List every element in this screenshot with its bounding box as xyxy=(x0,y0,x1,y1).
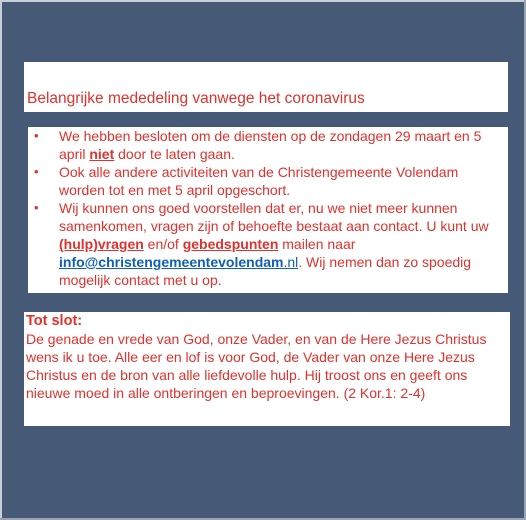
closing-heading: Tot slot: xyxy=(26,313,83,329)
frame-border-left xyxy=(0,0,2,520)
link-gebedspunten[interactable]: gebedspunten xyxy=(182,236,279,252)
item-text: . Wij nemen dan zo spoedig mogelijk contact met u op. xyxy=(59,254,472,288)
announcements-list xyxy=(28,127,508,289)
list-item xyxy=(28,163,508,199)
item-text: Ook alle andere activiteiten van de Christengemeente Volendam worden tot en met 5 april opgeschort. xyxy=(59,164,459,198)
emphasis-niet: niet xyxy=(89,146,115,162)
closing-body: De genade en vrede van God, onze Vader, en van de Here Jezus Christus wens ik u toe. Alle eer en lof is voor God, de Vader van onze Here Jezus Christus en de bron van alle liefdevolle hulp. Hij troost ons en geeft ons nieuwe moed in alle ontberingen en beproevingen. (2 Kor.1: 2-4) xyxy=(26,331,487,401)
bullet-icon: • xyxy=(34,200,39,215)
bullet-icon: • xyxy=(34,164,39,179)
announcements-box xyxy=(28,127,508,293)
item-text: Wij kunnen ons goed voorstellen dat er, nu we niet meer kunnen samenkomen, vragen zijn of behoefte bestaat aan contact. U kunt uw xyxy=(59,200,489,234)
item-text: mailen naar xyxy=(278,236,356,252)
item-text: en/of xyxy=(143,236,183,252)
frame-border-top xyxy=(0,0,526,2)
item-text: We hebben besloten om de diensten op de zondagen 29 maart en 5 april xyxy=(59,128,482,162)
notice-title-box xyxy=(24,62,508,112)
email-tld: .nl xyxy=(283,254,299,270)
closing-box xyxy=(24,312,510,426)
email-address: info@christengemeentevolendam xyxy=(59,254,284,270)
item-text: door te laten gaan. xyxy=(114,146,235,162)
bullet-icon: • xyxy=(34,128,39,143)
link-hulpvragen[interactable]: (hulp)vragen xyxy=(59,236,144,252)
list-item xyxy=(28,127,508,163)
notice-title: Belangrijke mededeling vanwege het coronavirus xyxy=(27,90,365,107)
email-link[interactable] xyxy=(59,254,298,270)
list-item xyxy=(28,199,508,289)
